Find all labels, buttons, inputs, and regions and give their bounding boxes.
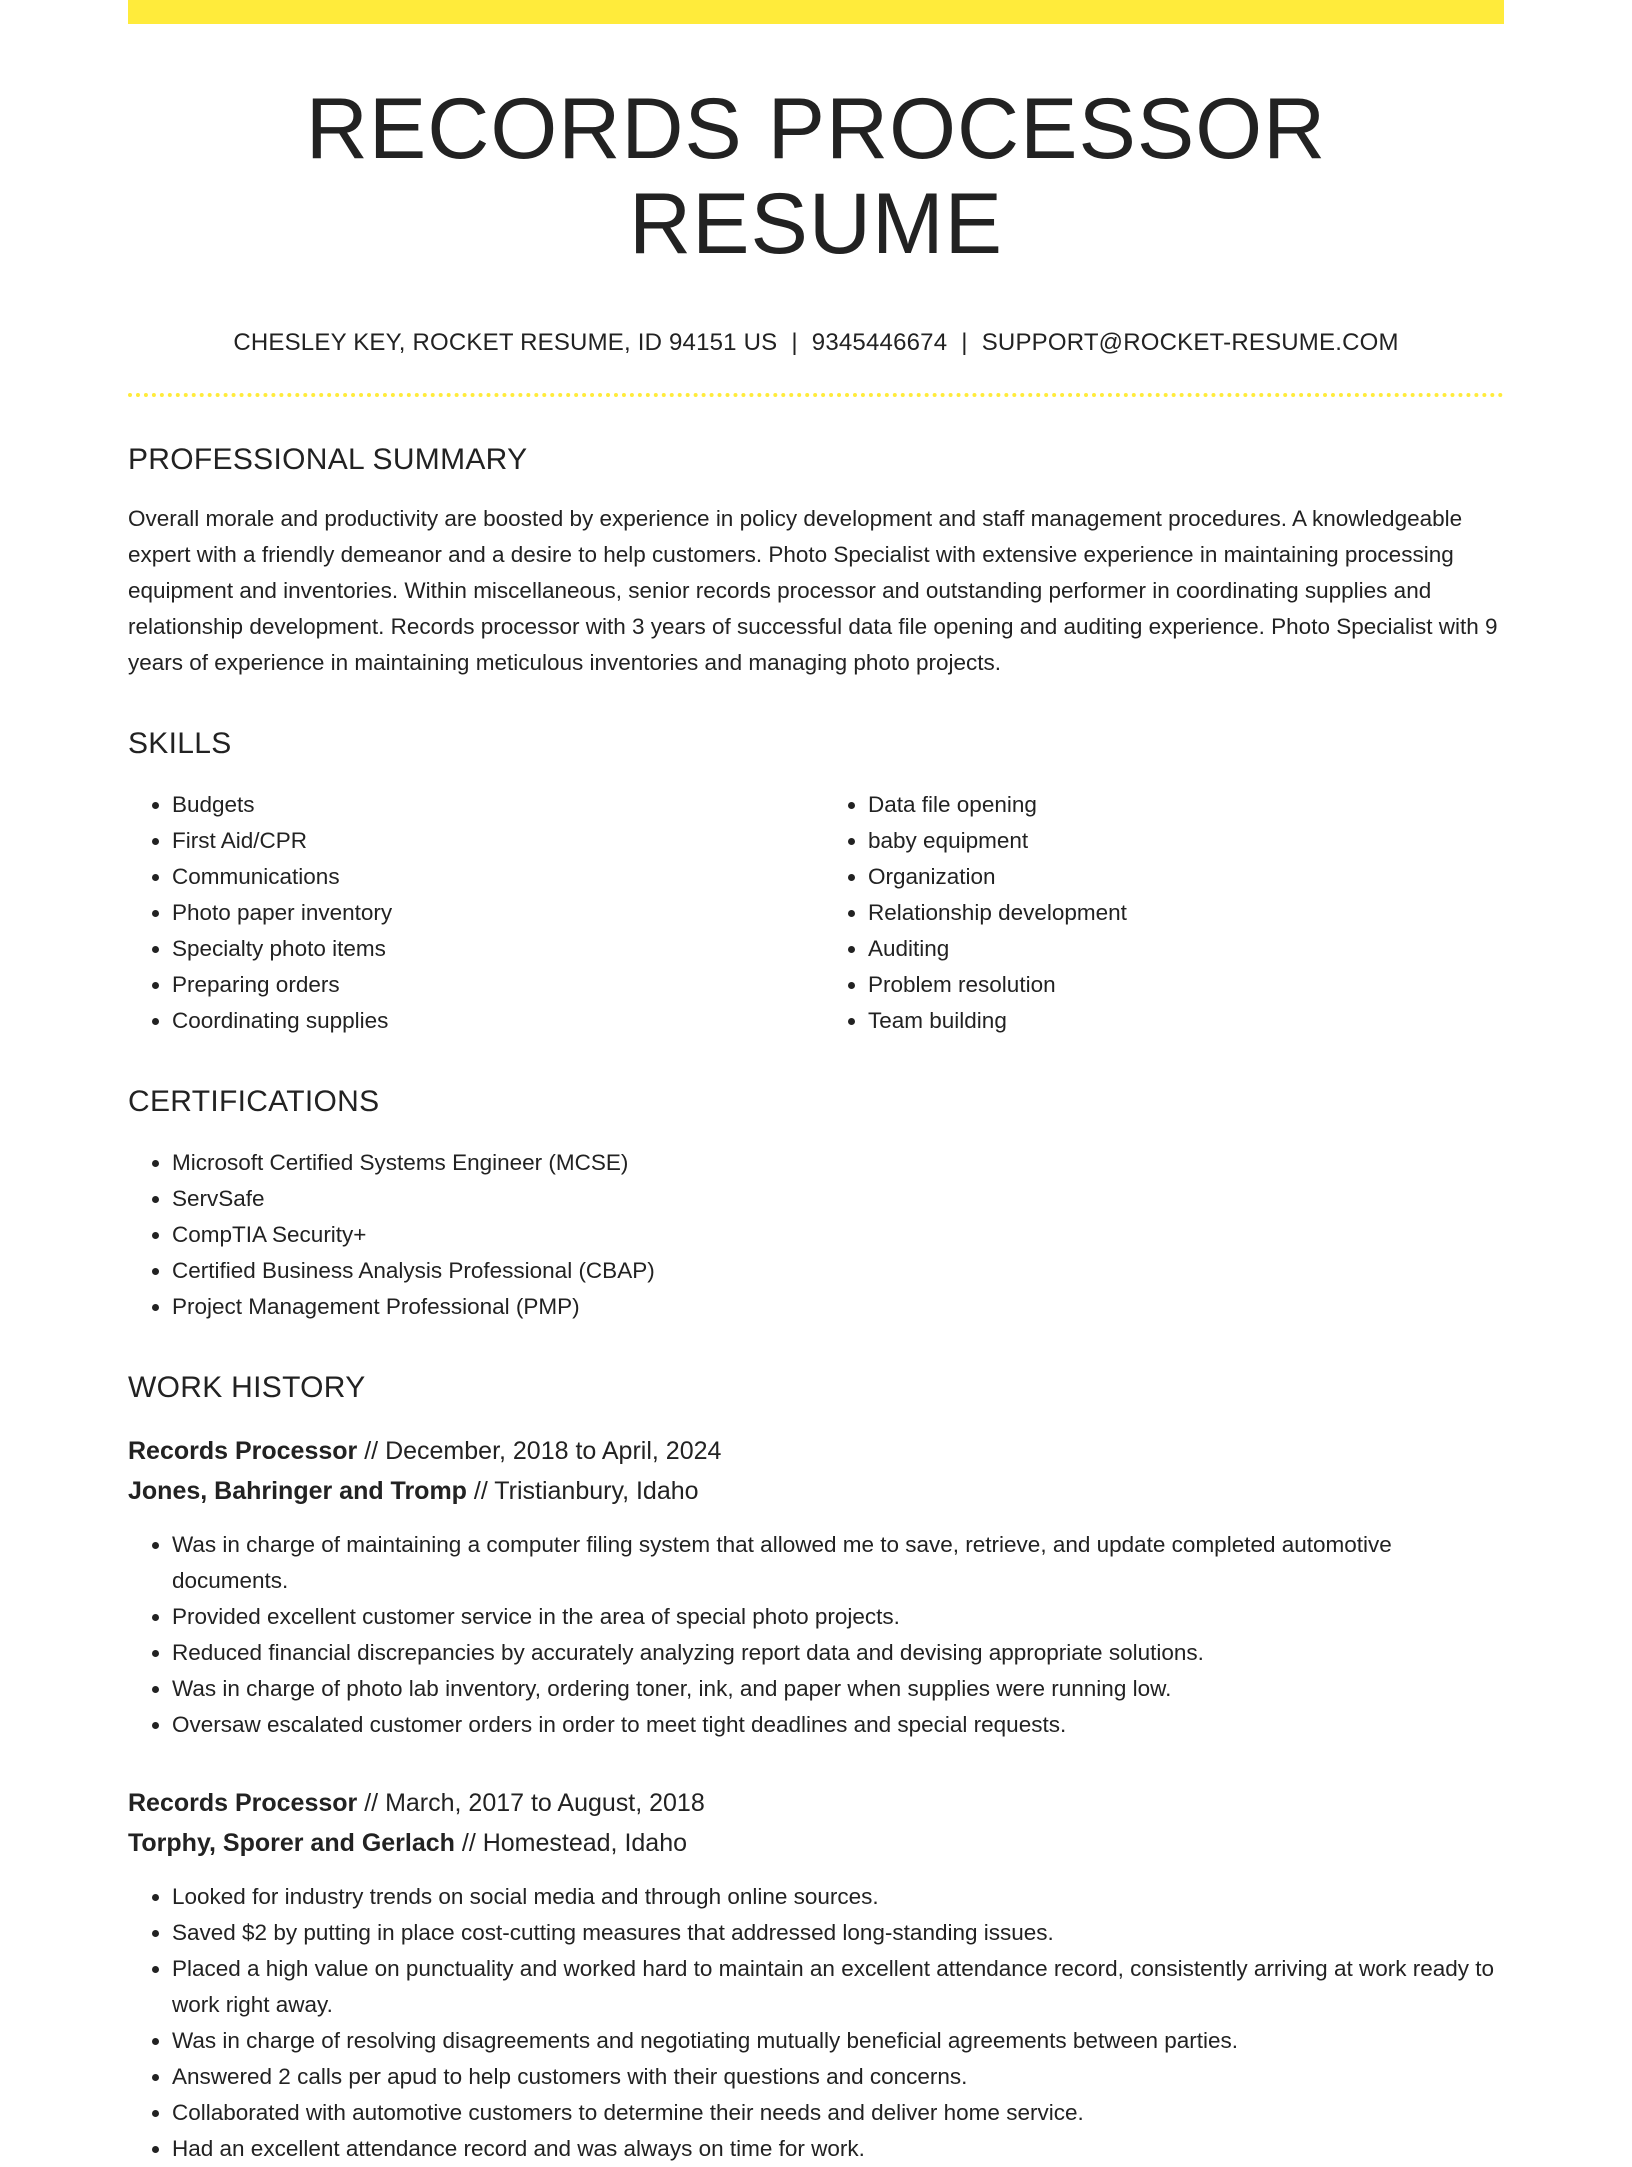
skill-item: • Auditing: [868, 931, 1502, 967]
summary-heading: PROFESSIONAL SUMMARY: [128, 443, 528, 477]
top-accent-bar: [128, 0, 1504, 24]
certifications-heading: CERTIFICATIONS: [128, 1085, 380, 1119]
job-bullet: • Placed a high value on punctuality and worked hard to maintain an excellent attendance record, consistently arriving at work ready to work right away.: [172, 1951, 1504, 2023]
skill-item: • First Aid/CPR: [172, 823, 806, 859]
certification-item: • Project Management Professional (PMP): [172, 1289, 1504, 1325]
job-bullet: • Was in charge of resolving disagreements and negotiating mutually beneficial agreements between parties.: [172, 2023, 1504, 2059]
contact-phone: 9345446674: [811, 329, 948, 357]
certification-item: • Certified Business Analysis Professional (CBAP): [172, 1253, 1504, 1289]
job-company: Torphy, Sporer and Gerlach: [128, 1829, 455, 1858]
dotted-divider: [128, 393, 1504, 397]
contact-address: CHESLEY KEY, ROCKET RESUME, ID 94151 US: [233, 329, 778, 357]
job-title: Records Processor: [128, 1789, 358, 1818]
job-title-line: [128, 1783, 1504, 1823]
job-title: Records Processor: [128, 1437, 358, 1466]
job-bullet: • Collaborated with automotive customers to determine their needs and deliver home service.: [172, 2095, 1504, 2131]
job-dates: // December, 2018 to April, 2024: [364, 1437, 722, 1466]
skill-item: • Communications: [172, 859, 806, 895]
skill-item: • Problem resolution: [868, 967, 1502, 1003]
job-bullet: • Was in charge of maintaining a computer filing system that allowed me to save, retrieve, and update completed automotive documents.: [172, 1527, 1504, 1599]
job-bullet: • Answered 2 calls per apud to help customers with their questions and concerns.: [172, 2059, 1504, 2095]
certification-item: • CompTIA Security+: [172, 1217, 1504, 1253]
work-history-heading: WORK HISTORY: [128, 1371, 366, 1405]
skill-item: • Relationship development: [868, 895, 1502, 931]
contact-separator: |: [791, 329, 798, 357]
job-entry: [128, 1431, 1504, 1743]
certification-item: • Microsoft Certified Systems Engineer (MCSE): [172, 1145, 1504, 1181]
job-location: // Homestead, Idaho: [461, 1829, 688, 1858]
job-bullet: • Had an excellent attendance record and was always on time for work.: [172, 2131, 1504, 2167]
certification-item: • ServSafe: [172, 1181, 1504, 1217]
skills-grid: [128, 787, 1504, 1039]
resume-title: RECORDS PROCESSOR RESUME: [305, 81, 1327, 272]
job-bullet: • Looked for industry trends on social media and through online sources.: [172, 1879, 1504, 1915]
job-bullets: [128, 1879, 1504, 2167]
skill-item: • baby equipment: [868, 823, 1502, 859]
job-title-line: [128, 1431, 1504, 1471]
job-location: // Tristianbury, Idaho: [473, 1477, 699, 1506]
summary-text: Overall morale and productivity are boosted by experience in policy development and staff management procedures. A knowledgeable expert with a friendly demeanor and a desire to help customers. Photo Specialist with extensive experience in maintaining processing equipment and inventories. Within miscellaneous, senior records processor and outstanding performer in coordinating supplies and relationship development. Records processor with 3 years of successful data file opening and auditing experience. Photo Specialist with 9 years of experience in maintaining meticulous inventories and managing photo projects.: [128, 506, 1498, 676]
job-bullet: • Saved $2 by putting in place cost-cutting measures that addressed long-standing issues.: [172, 1915, 1504, 1951]
skill-item: • Organization: [868, 859, 1502, 895]
skill-item: • Photo paper inventory: [172, 895, 806, 931]
skill-item: • Budgets: [172, 787, 806, 823]
skills-heading: SKILLS: [128, 727, 232, 761]
job-bullet: • Was in charge of photo lab inventory, ordering toner, ink, and paper when supplies were running low.: [172, 1671, 1504, 1707]
certifications-list: [128, 1145, 1504, 1325]
job-entry: [128, 1783, 1504, 2167]
skill-item: • Coordinating supplies: [172, 1003, 806, 1039]
job-company-line: [128, 1823, 1504, 1863]
job-bullet: • Reduced financial discrepancies by accurately analyzing report data and devising appropriate solutions.: [172, 1635, 1504, 1671]
skills-list-right: [806, 787, 1502, 1039]
contact-separator: |: [961, 329, 968, 357]
contact-email: SUPPORT@ROCKET-RESUME.COM: [981, 329, 1399, 357]
contact-line: [128, 329, 1504, 357]
skills-list-left: [128, 787, 806, 1039]
resume-page: [128, 0, 1504, 2167]
skill-item: • Specialty photo items: [172, 931, 806, 967]
job-company: Jones, Bahringer and Tromp: [128, 1477, 467, 1506]
job-dates: // March, 2017 to August, 2018: [364, 1789, 705, 1818]
skill-item: • Data file opening: [868, 787, 1502, 823]
job-bullet: • Oversaw escalated customer orders in order to meet tight deadlines and special requests.: [172, 1707, 1504, 1743]
skill-item: • Team building: [868, 1003, 1502, 1039]
job-bullet: • Provided excellent customer service in the area of special photo projects.: [172, 1599, 1504, 1635]
job-bullets: [128, 1527, 1504, 1743]
skill-item: • Preparing orders: [172, 967, 806, 1003]
job-company-line: [128, 1471, 1504, 1511]
